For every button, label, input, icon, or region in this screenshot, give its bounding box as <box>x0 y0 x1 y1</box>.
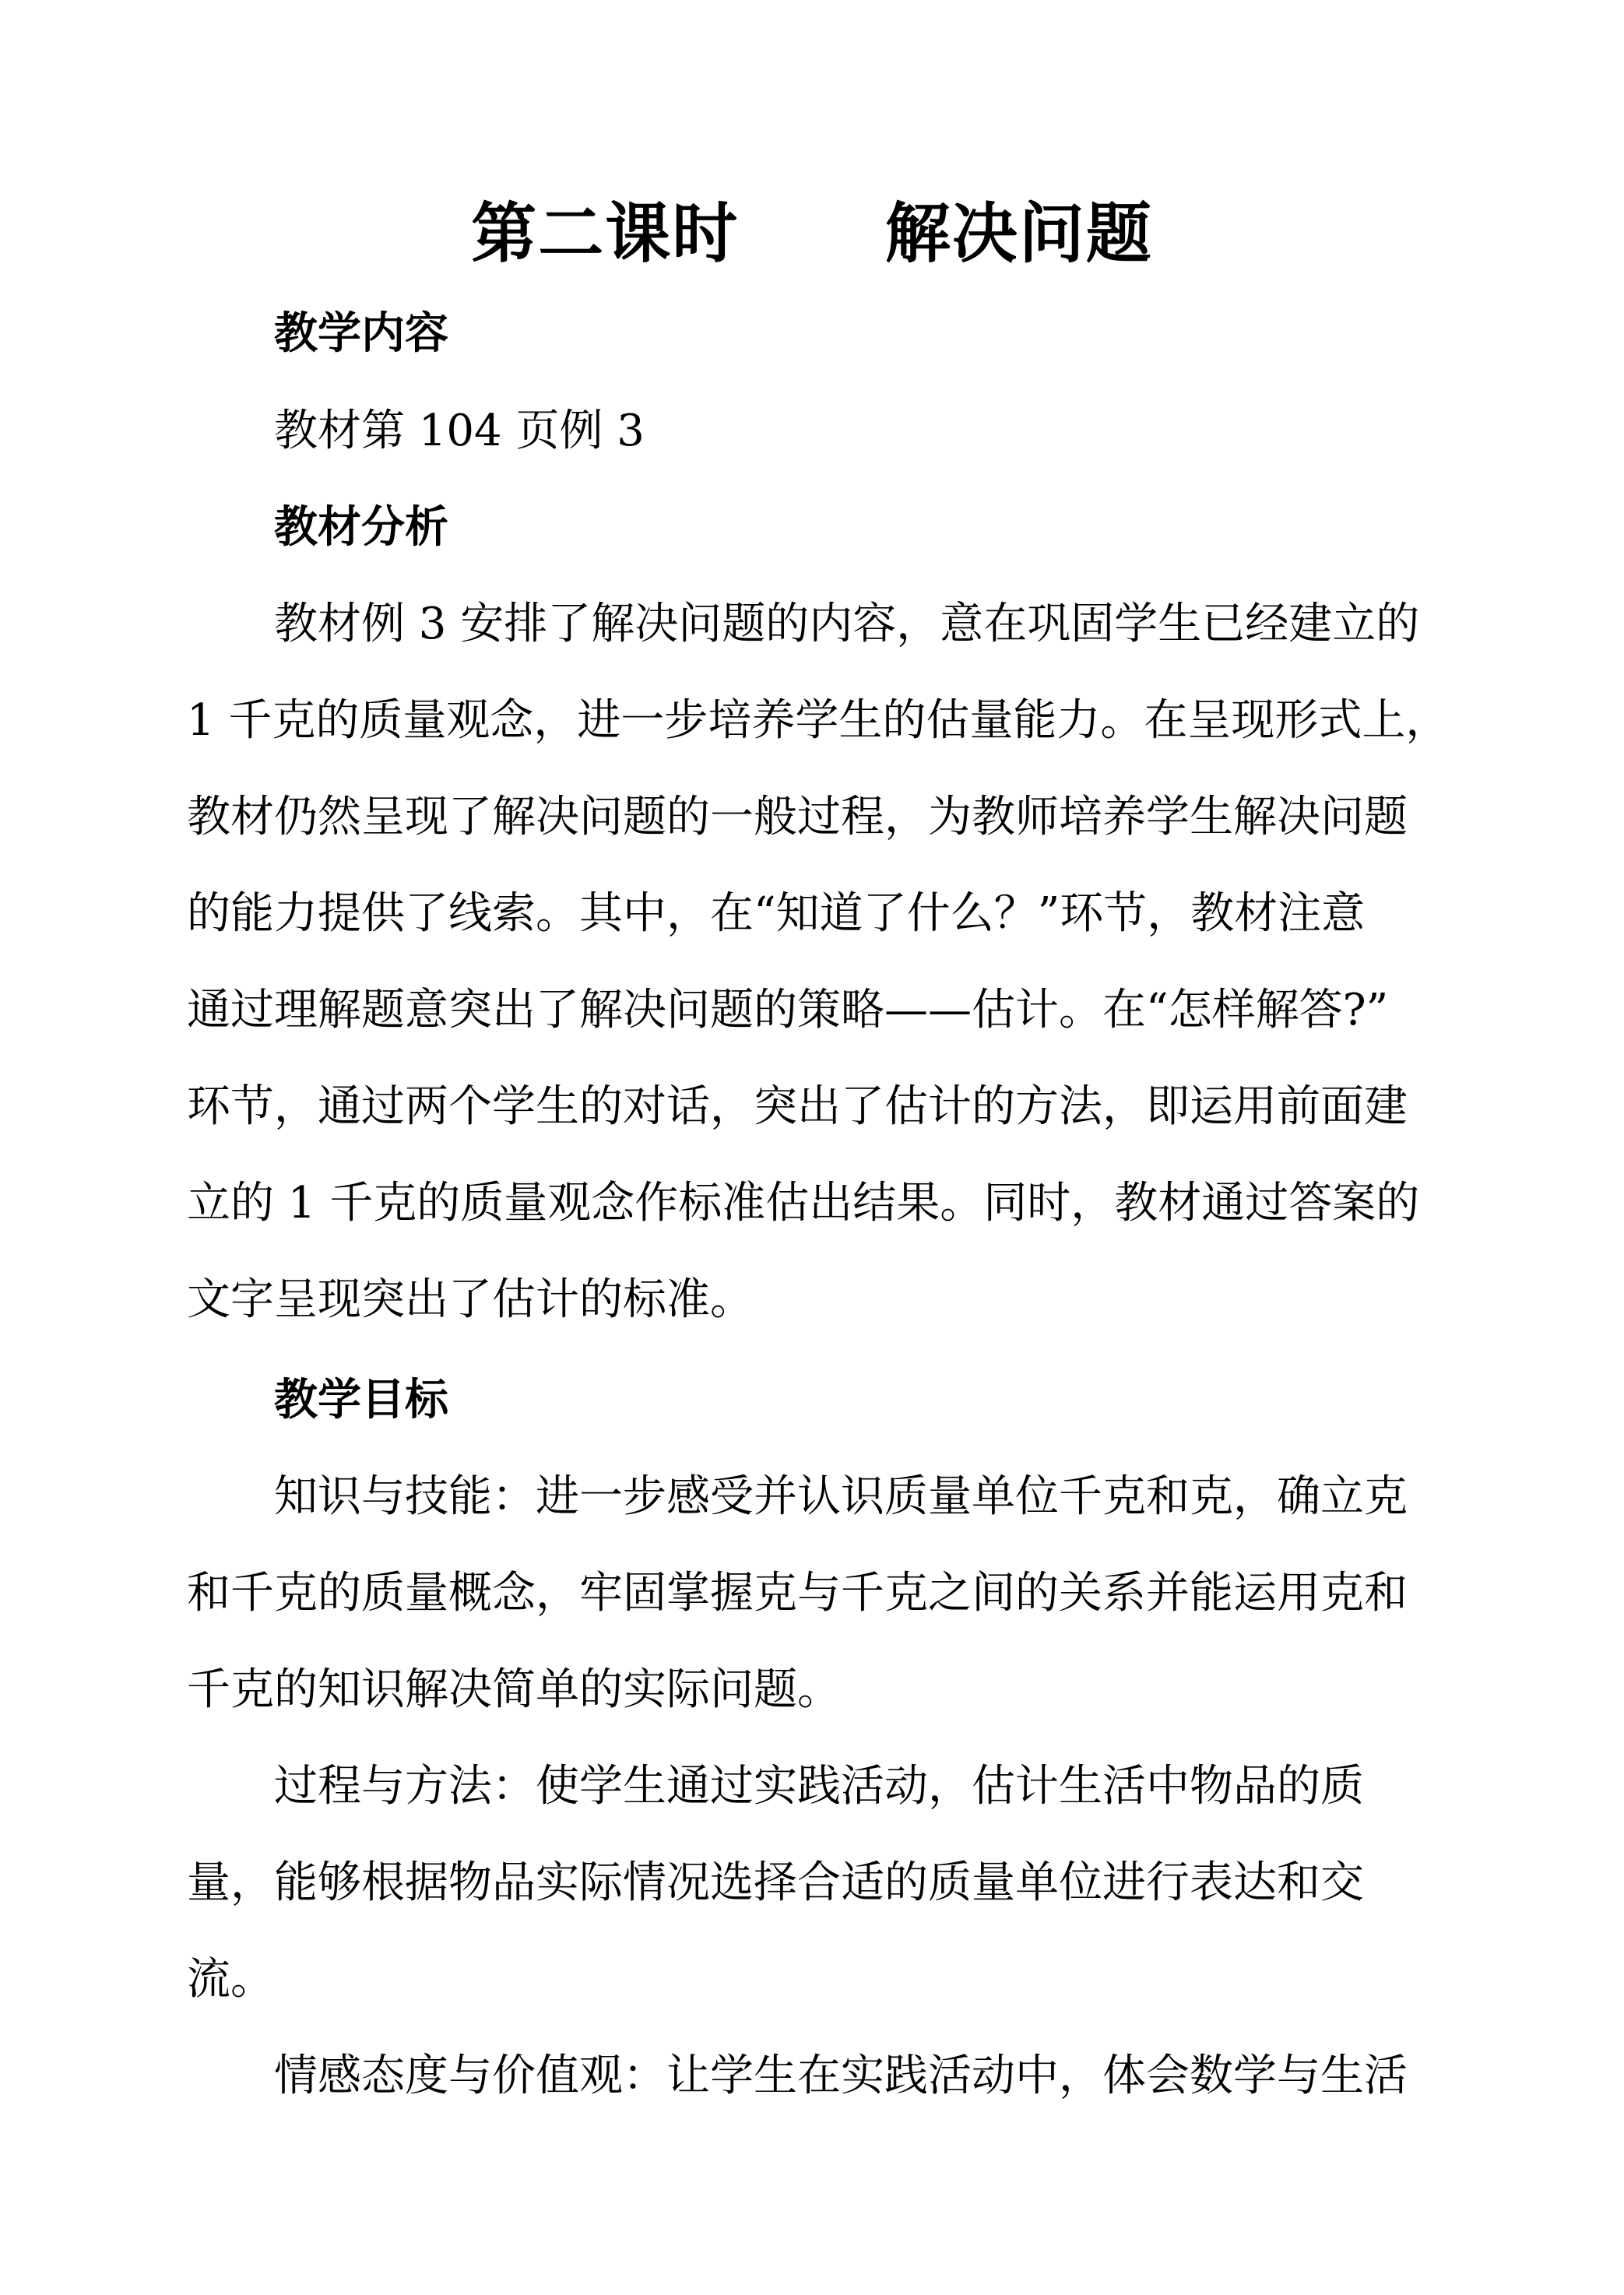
emotion-line: 情感态度与价值观：让学生在实践活动中，体会数学与生活 <box>274 2051 1408 2101</box>
process-line: 量，能够根据物品实际情况选择合适的质量单位进行表达和交 <box>187 1857 1364 1908</box>
process-line: 过程与方法：使学生通过实践活动，估计生活中物品的质 <box>274 1761 1364 1812</box>
analysis-line: 文字呈现突出了估计的标准。 <box>187 1274 754 1325</box>
heading-teaching-content: 教学内容 <box>274 308 448 359</box>
heading-teaching-goals: 教学目标 <box>274 1374 448 1425</box>
knowledge-line: 知识与技能：进一步感受并认识质量单位千克和克，确立克 <box>274 1471 1408 1522</box>
analysis-line: 教材例 3 安排了解决问题的内容，意在巩固学生已经建立的 <box>274 599 1420 649</box>
teaching-content-text: 教材第 104 页例 3 <box>274 406 645 456</box>
process-line: 流。 <box>187 1954 274 2005</box>
knowledge-line: 千克的知识解决简单的实际问题。 <box>187 1664 841 1715</box>
analysis-line: 立的 1 千克的质量观念作标准估出结果。同时，教材通过答案的 <box>187 1178 1420 1228</box>
page-title: 第二课时 解决问题 <box>471 195 1153 272</box>
analysis-line: 1 千克的质量观念，进一步培养学生的估量能力。在呈现形式上， <box>187 695 1450 746</box>
knowledge-line: 和千克的质量概念，牢固掌握克与千克之间的关系并能运用克和 <box>187 1568 1408 1618</box>
analysis-line: 通过理解题意突出了解决问题的策略——估计。在“怎样解答?” <box>187 985 1389 1035</box>
analysis-line: 的能力提供了线索。其中，在“知道了什么？”环节，教材注意 <box>187 888 1366 939</box>
analysis-line: 环节，通过两个学生的对话，突出了估计的方法，即运用前面建 <box>187 1081 1408 1132</box>
analysis-line: 教材仍然呈现了解决问题的一般过程，为教师培养学生解决问题 <box>187 792 1408 842</box>
heading-material-analysis: 教材分析 <box>274 501 448 553</box>
